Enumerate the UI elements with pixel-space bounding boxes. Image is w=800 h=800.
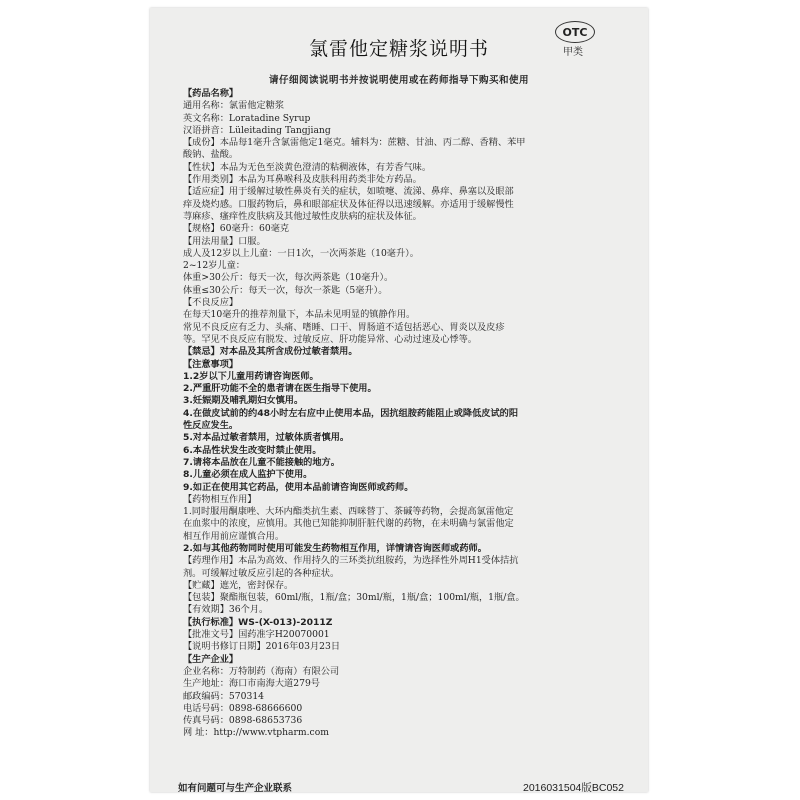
text-line: 【适应症】用于缓解过敏性鼻炎有关的症状，如喷嚏、流涕、鼻痒、鼻塞以及眼部 bbox=[183, 186, 514, 198]
text-line: 5.对本品过敏者禁用，过敏体质者慎用。 bbox=[183, 432, 350, 444]
text-line: 荨麻疹、瘙痒性皮肤病及其他过敏性皮肤病的症状及体征。 bbox=[183, 210, 422, 222]
text-line: 【批准文号】国药准字H20070001 bbox=[183, 629, 330, 641]
text-line: 在血浆中的浓度，应慎用。其他已知能抑制肝脏代谢的药物，在未明确与氯雷他定 bbox=[183, 518, 514, 530]
text-line: 剂。可缓解过敏反应引起的各种症状。 bbox=[183, 567, 340, 579]
otc-badge: OTC bbox=[555, 21, 595, 43]
text-line: 4.在做皮试前的约48小时左右应中止使用本品，因抗组胺药能阻止或降低皮试的阳 bbox=[183, 407, 519, 419]
text-line: 汉语拼音：Lüleitading Tangjiang bbox=[183, 124, 331, 136]
text-line: 企业名称：万特制药（海南）有限公司 bbox=[183, 665, 340, 677]
text-line: 邮政编码：570314 bbox=[183, 690, 265, 702]
text-line: 1.2岁以下儿童用药请咨询医师。 bbox=[183, 370, 319, 382]
text-line: 传真号码：0898-68653736 bbox=[183, 715, 303, 727]
text-line: 痒及烧灼感。口服药物后，鼻和眼部症状及体征得以迅速缓解。亦适用于缓解慢性 bbox=[183, 198, 514, 210]
text-line: 【药物相互作用】 bbox=[183, 493, 257, 505]
text-line: 【成份】本品每1毫升含氯雷他定1毫克。辅料为：蔗糖、甘油、丙二醇、香精、苯甲 bbox=[183, 137, 526, 149]
text-line: 1.同时服用酮康唑、大环内酯类抗生素、西咪替丁、茶碱等药物，会提高氯雷他定 bbox=[183, 506, 514, 518]
text-line: 等。罕见不良反应有脱发、过敏反应、肝功能异常、心动过速及心悸等。 bbox=[183, 333, 477, 345]
text-line: 【贮藏】遮光，密封保存。 bbox=[183, 579, 294, 591]
otc-class-label: 甲类 bbox=[563, 47, 583, 58]
text-line: 2~12岁儿童： bbox=[183, 260, 245, 272]
text-line: 【有效期】36个月。 bbox=[183, 604, 269, 616]
document-title: 氯雷他定糖浆说明书 bbox=[308, 38, 489, 60]
text-line: 通用名称：氯雷他定糖浆 bbox=[183, 100, 285, 112]
text-line: 体重≤30公斤：每天一次，每次一茶匙（5毫升）。 bbox=[183, 284, 388, 296]
text-line: 【说明书修订日期】2016年03月23日 bbox=[183, 641, 341, 653]
version-code: 2016031504版BC052 bbox=[522, 782, 624, 792]
text-line: 2.如与其他药物同时使用可能发生药物相互作用，详情请咨询医师或药师。 bbox=[183, 542, 487, 554]
leaflet-body bbox=[183, 88, 623, 740]
text-line: 【药理作用】本品为高效、作用持久的三环类抗组胺药，为选择性外周H1受体拮抗 bbox=[183, 555, 519, 567]
text-line: 【禁忌】对本品及其所含成份过敏者禁用。 bbox=[183, 346, 358, 358]
text-line: 电话号码：0898-68666600 bbox=[183, 702, 303, 714]
text-line: 【性状】本品为无色至淡黄色澄清的粘稠液体，有芳香气味。 bbox=[183, 161, 432, 173]
text-line: 体重>30公斤：每天一次，每次两茶匙（10毫升）。 bbox=[183, 272, 394, 284]
text-line: 酸钠、盐酸。 bbox=[183, 149, 239, 161]
text-line: 【规格】60毫升：60毫克 bbox=[183, 223, 290, 235]
instruction-leaflet bbox=[150, 8, 648, 792]
text-line: 【生产企业】 bbox=[183, 653, 239, 665]
text-line: 成人及12岁以上儿童：一日1次，一次两茶匙（10毫升）。 bbox=[183, 247, 419, 259]
text-line: 9.如正在使用其它药品，使用本品前请咨询医师或药师。 bbox=[183, 481, 414, 493]
text-line: 【执行标准】WS-(X-013)-2011Z bbox=[183, 616, 333, 628]
text-line: 8.儿童必须在成人监护下使用。 bbox=[183, 469, 313, 481]
text-line: 3.妊娠期及哺乳期妇女慎用。 bbox=[183, 395, 304, 407]
text-line: 生产地址：海口市南海大道279号 bbox=[183, 678, 320, 690]
text-line: 常见不良反应有乏力、头痛、嗜睡、口干、胃肠道不适包括恶心、胃炎以及皮疹 bbox=[183, 321, 505, 333]
text-line: 【用法用量】口服。 bbox=[183, 235, 266, 247]
text-line: 【药品名称】 bbox=[183, 88, 239, 99]
text-line: 英文名称：Loratadine Syrup bbox=[183, 112, 311, 124]
text-line: 2.严重肝功能不全的患者请在医生指导下使用。 bbox=[183, 383, 377, 395]
text-line: 性反应发生。 bbox=[183, 420, 239, 432]
text-line: 【不良反应】 bbox=[183, 297, 239, 309]
text-line: 在每天10毫升的推荐剂量下，本品未见明显的镇静作用。 bbox=[183, 309, 416, 321]
text-line: 【包装】聚酯瓶包装，60ml/瓶，1瓶/盒；30ml/瓶，1瓶/盒；100ml/瓶，1瓶/盒。 bbox=[183, 592, 525, 604]
document-subtitle: 请仔细阅读说明书并按说明使用或在药师指导下购买和使用 bbox=[268, 75, 529, 86]
text-line: 【注意事项】 bbox=[183, 358, 239, 370]
contact-note: 如有问题可与生产企业联系 bbox=[178, 783, 293, 792]
text-line: 6.本品性状发生改变时禁止使用。 bbox=[183, 444, 322, 456]
text-line: 【作用类别】本品为耳鼻喉科及皮肤科用药类非处方药品。 bbox=[183, 174, 422, 186]
text-line: 7.请将本品放在儿童不能接触的地方。 bbox=[183, 456, 340, 468]
text-line: 相互作用前应谨慎合用。 bbox=[183, 530, 285, 542]
text-line: 网 址：http://www.vtpharm.com bbox=[183, 727, 329, 739]
